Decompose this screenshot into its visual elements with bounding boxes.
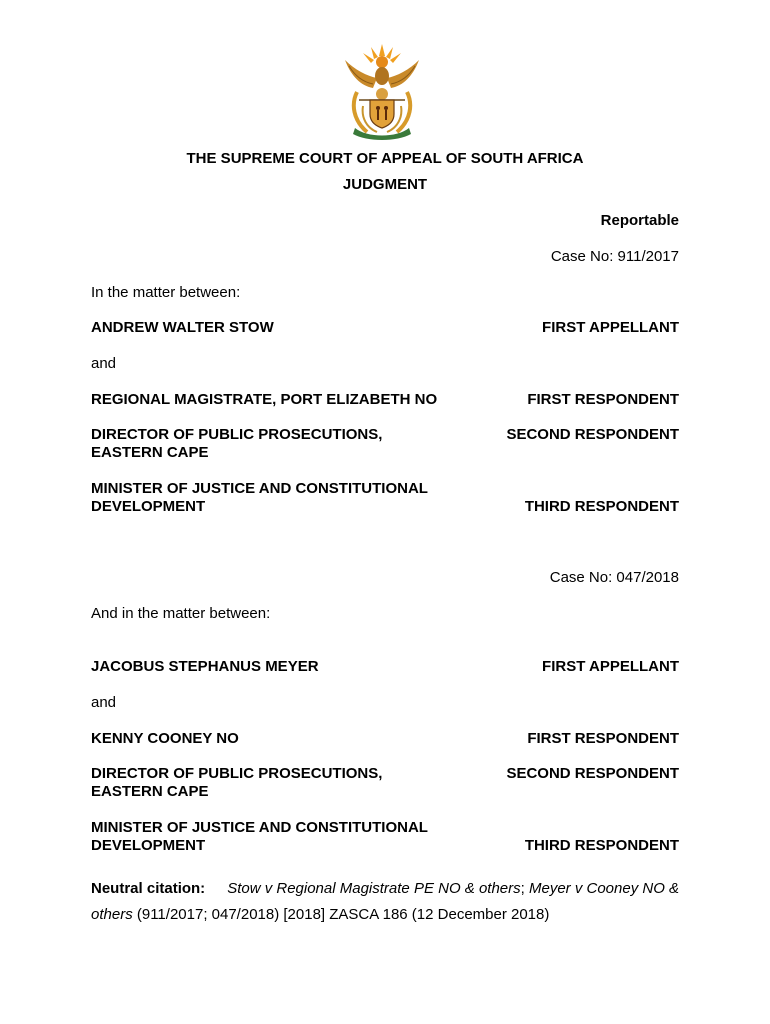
matter-intro: In the matter between: (91, 284, 241, 301)
citation-label: Neutral citation: (91, 880, 206, 897)
party-name-line: MINISTER OF JUSTICE AND CONSTITUTIONAL (91, 819, 428, 836)
court-name: THE SUPREME COURT OF APPEAL OF SOUTH AFRICA (186, 150, 584, 167)
document-type-heading: JUDGMENT (342, 176, 428, 193)
party-name-line: DEVELOPMENT (91, 837, 206, 854)
party-name-line: DIRECTOR OF PUBLIC PROSECUTIONS, (91, 765, 383, 782)
party-role: FIRST APPELLANT (542, 319, 679, 336)
party-name-line: DIRECTOR OF PUBLIC PROSECUTIONS, (91, 426, 383, 443)
party-name (91, 480, 428, 516)
party-role: SECOND RESPONDENT (506, 765, 679, 782)
and-separator: and (91, 355, 117, 372)
citation-case-a: Stow v Regional Magistrate PE NO & others (227, 880, 521, 897)
party-role: THIRD RESPONDENT (524, 498, 679, 515)
party-name-line: DEVELOPMENT (91, 498, 206, 515)
party-name (91, 426, 382, 462)
coat-of-arms-crest (337, 42, 427, 140)
matter-intro: And in the matter between: (91, 605, 271, 622)
and-separator: and (91, 694, 117, 711)
case-number: Case No: 047/2018 (549, 569, 679, 586)
party-name-line: EASTERN CAPE (91, 444, 209, 461)
reportable-label: Reportable (600, 212, 679, 229)
case-number: Case No: 911/2017 (550, 248, 679, 265)
party-role: THIRD RESPONDENT (524, 837, 679, 854)
party-role: FIRST RESPONDENT (527, 391, 679, 408)
party-name: KENNY COONEY NO (91, 730, 239, 747)
citation-case-b: Meyer v Cooney NO & others (91, 880, 680, 923)
party-name: REGIONAL MAGISTRATE, PORT ELIZABETH NO (91, 391, 438, 408)
party-role: FIRST RESPONDENT (527, 730, 679, 747)
citation-details: (911/2017; 047/2018) [2018] ZASCA 186 (12 December 2018) (132, 906, 550, 923)
neutral-citation (91, 876, 681, 928)
party-role: SECOND RESPONDENT (506, 426, 679, 443)
party-name (91, 819, 428, 855)
party-name (91, 765, 382, 801)
party-name-line: EASTERN CAPE (91, 783, 209, 800)
citation-separator: ; (520, 880, 529, 897)
party-role: FIRST APPELLANT (542, 658, 679, 675)
party-name: ANDREW WALTER STOW (91, 319, 274, 336)
party-name: JACOBUS STEPHANUS MEYER (91, 658, 319, 675)
party-name-line: MINISTER OF JUSTICE AND CONSTITUTIONAL (91, 480, 428, 497)
